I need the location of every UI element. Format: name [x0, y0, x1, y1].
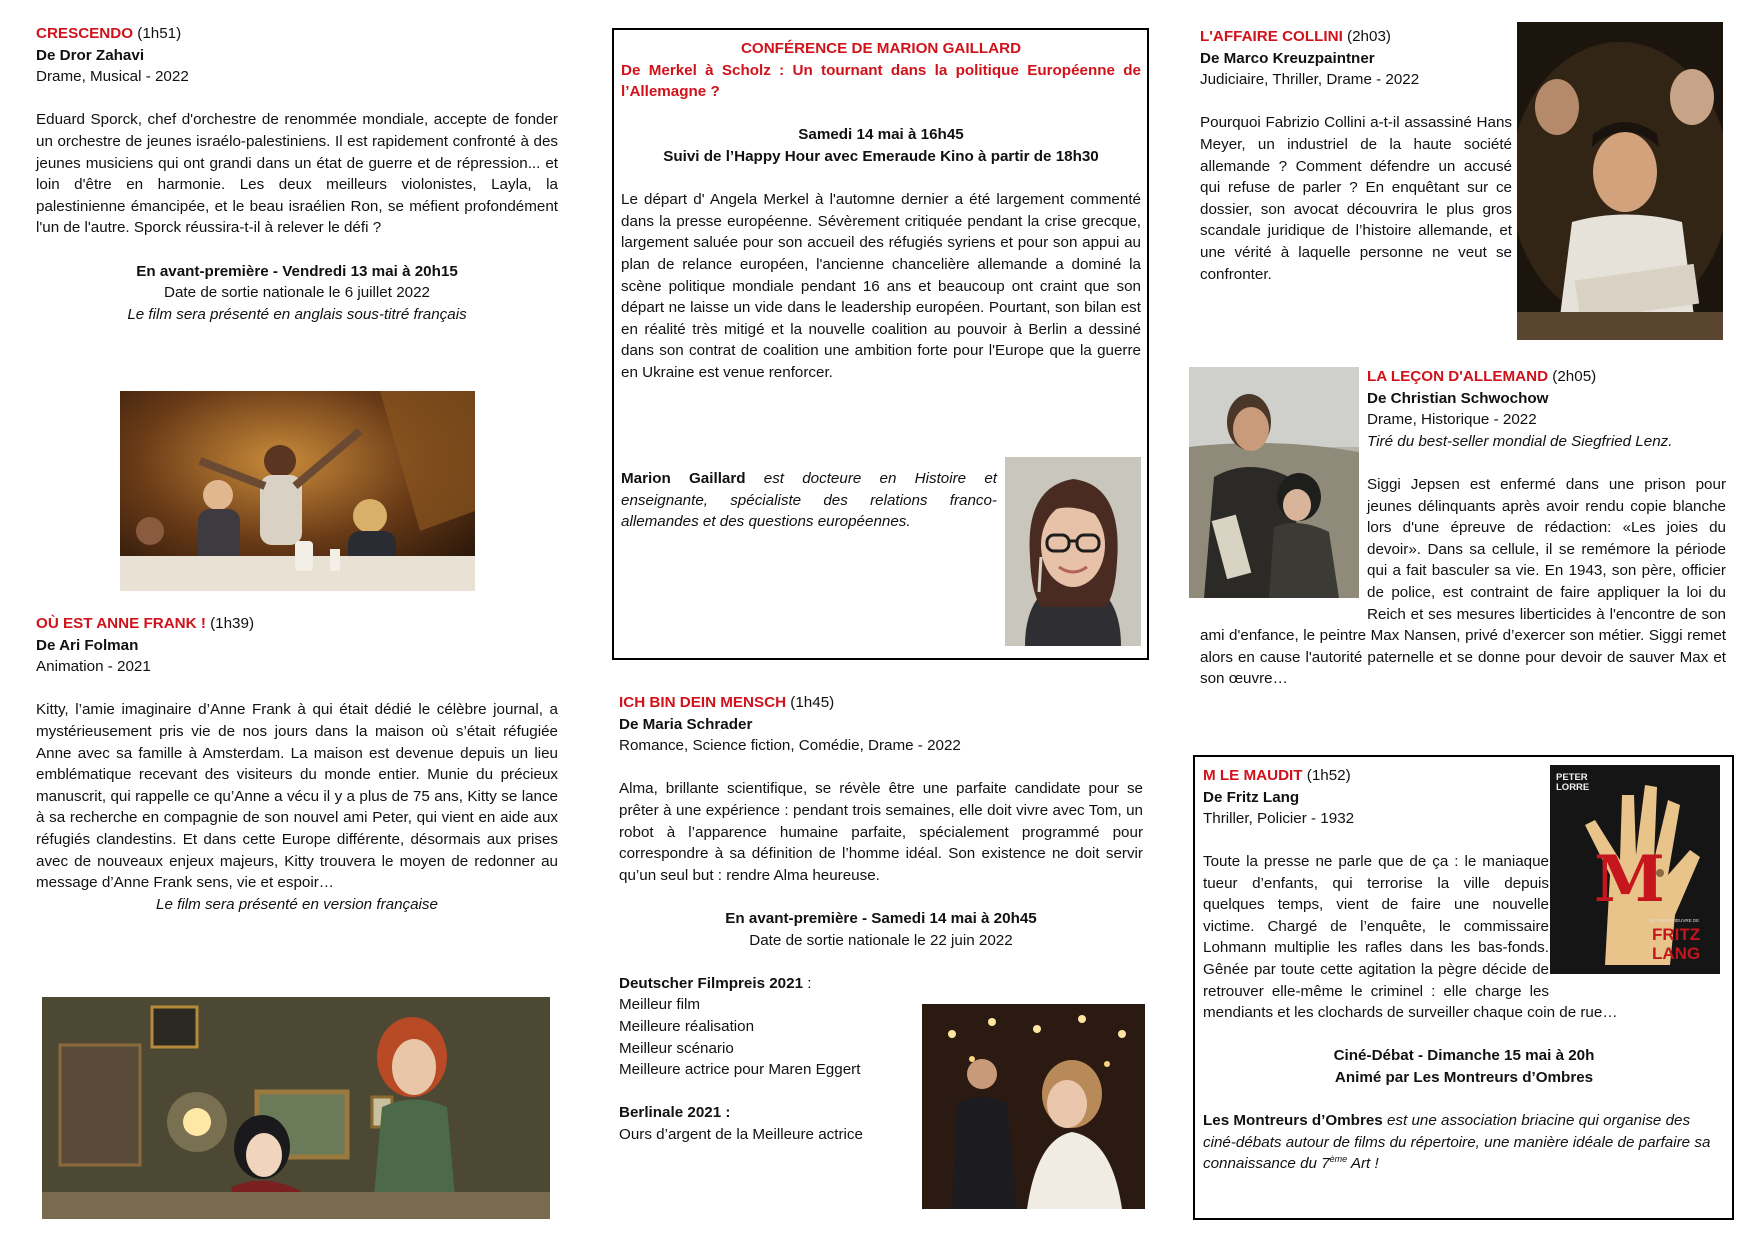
mensch-duration: (1h45) — [786, 694, 835, 711]
lecon-synopsis-wrap — [1200, 474, 1726, 690]
speaker-name: Marion Gaillard — [621, 470, 746, 487]
crescendo-release: Date de sortie nationale le 6 juillet 2022 — [164, 284, 430, 302]
org-name: Les Montreurs d’Ombres — [1203, 1112, 1383, 1130]
lecon-title: LA LEÇON D'ALLEMAND — [1367, 368, 1549, 385]
anne-frank-title: OÙ EST ANNE FRANK ! — [36, 615, 206, 632]
collini-still-illustration — [1517, 22, 1723, 340]
crescendo-director: De Dror Zahavi — [36, 46, 145, 64]
conference-date: Samedi 14 mai à 16h45 — [798, 126, 964, 144]
conference-title: CONFÉRENCE DE MARION GAILLARD — [740, 40, 1022, 57]
maudit-host: Animé par Les Montreurs d’Ombres — [1334, 1068, 1594, 1086]
org-text: est une association briacine qui organise des ciné-débats autour de films du répertoire, une manière idéale de parfaire sa connaissance du 7 — [1203, 1112, 1711, 1173]
lecon-tagline: Tiré du best-seller mondial de Siegfried Lenz. — [1367, 432, 1673, 450]
crescendo-genre: Drame, Musical - 2022 — [36, 68, 189, 86]
maudit-synopsis: Toute la presse ne parle que de ça : le maniaque tueur d’enfants, qui terrorise la ville depuis quelques temps, vient de faire une nouvelle victime. Chargé de l’enquête, le commissaire Lohmann multiplie les rafles dans les bas-fonds. Gênée par toute cette agitation la pègre décide de retrouver elle-même le criminel : elle charge les mendiants et les clochards de surveiller chaque coin de rue… — [1203, 853, 1618, 1022]
crescendo-still-image — [120, 391, 475, 591]
poster-subtitle: LE CHEF-D'ŒUVRE DE — [1650, 918, 1700, 923]
anne-frank-synopsis: Kitty, l’amie imaginaire d’Anne Frank à qui était dédié le célèbre journal, a mystérieusement pris vie de nos jours dans la maison où s’était réfugiée Anne avec sa famille à Amsterdam. La maison est devenue depuis un lieu emblématique recevant des visiteurs du monde entier. Munie du précieux manuscrit, qui rappelle ce qu’Anne a vécu il y a plus de 75 ans, Kitty se lance à sa recherche en compagnie de son nouvel ami Peter, qui vient en aide aux réfugiés clandestins. Et dans cette Europe différente, désormais aux prises avec de nouveaux enjeux majeurs, Kitty trouvera le moyen de redonner au message d’Anne Frank sens, vie et espoir… — [36, 701, 558, 892]
mensch-still-illustration — [922, 1004, 1145, 1209]
speaker-portrait-image — [1005, 457, 1141, 646]
maudit-event: Ciné-Débat - Dimanche 15 mai à 20h — [1333, 1047, 1595, 1065]
collini-duration: (2h03) — [1342, 28, 1391, 45]
maudit-duration: (1h52) — [1302, 767, 1351, 784]
collini-director: De Marco Kreuzpaintner — [1200, 49, 1375, 67]
award-item: Meilleure réalisation — [619, 1017, 755, 1035]
crescendo-still-illustration — [120, 391, 475, 591]
org-end: Art ! — [1347, 1155, 1379, 1173]
mensch-genre: Romance, Science fiction, Comédie, Drame - 2022 — [619, 737, 961, 755]
collini-synopsis: Pourquoi Fabrizio Collini a-t-il assassiné Hans Meyer, un industriel de la haute société allemande ? Comment défendre un accusé qui refuse de parler ? En enquêtant sur ce dossier, son avocat découvrira le plus gros scandale juridique de l’histoire allemande, et une vérité à laquelle personne ne veut se confronter. — [1200, 114, 1512, 283]
speaker-bio-text: est docteure en Histoire et enseignante, spécialiste des relations franco-allemandes et des questions européennes. — [621, 470, 997, 531]
maudit-org — [1203, 1110, 1725, 1175]
anne-frank-duration: (1h39) — [205, 615, 254, 632]
crescendo-duration: (1h51) — [133, 25, 182, 42]
lecon-header — [1367, 366, 1727, 452]
poster-lang: LANG — [1652, 944, 1701, 963]
poster-fritz: FRITZ — [1652, 925, 1701, 944]
maudit-title: M LE MAUDIT — [1203, 767, 1303, 784]
anne-frank-section — [36, 613, 558, 915]
mensch-title: ICH BIN DEIN MENSCH — [619, 694, 787, 711]
mensch-release: Date de sortie nationale le 22 juin 2022 — [749, 931, 1013, 949]
collini-genre: Judiciaire, Thriller, Drame - 2022 — [1200, 71, 1420, 89]
anne-frank-still-image — [42, 997, 550, 1219]
award-item: Meilleur scénario — [619, 1039, 734, 1057]
award-item: Ours d’argent de la Meilleure actrice — [619, 1125, 863, 1143]
collini-title: L'AFFAIRE COLLINI — [1200, 28, 1343, 45]
crescendo-section — [36, 23, 558, 325]
mensch-director: De Maria Schrader — [619, 715, 753, 733]
conference-followup: Suivi de l’Happy Hour avec Emeraude Kino à partir de 18h30 — [663, 147, 1099, 165]
crescendo-synopsis: Eduard Sporck, chef d'orchestre de renommée mondiale, accepte de fonder un orchestre de jeunes israélo-palestiniens. Il est rapidement confronté à des jeunes musiciens qui ont grandi dans un état de guerre et de répression... et loin d'être en harmonie. Les deux meilleurs violonistes, Layla, la palestinienne émancipée, et le beau israélien Ron, se méfient profondément l'un de l'autre. Sporck réussira-t-il à relever le défi ? — [36, 111, 558, 237]
maudit-header — [1203, 765, 1548, 830]
poster-actor: PETER LORRE — [1556, 772, 1590, 793]
awards1-colon: : — [803, 974, 812, 992]
mensch-screening: En avant-première - Samedi 14 mai à 20h45 — [725, 909, 1037, 927]
poster-letter: M — [1594, 842, 1665, 917]
award-item: Meilleure actrice pour Maren Eggert — [619, 1061, 861, 1079]
lecon-duration: (2h05) — [1548, 368, 1597, 385]
awards2-title: Berlinale 2021 : — [619, 1104, 731, 1122]
maudit-director: De Fritz Lang — [1203, 788, 1300, 806]
conference-section — [621, 38, 1141, 384]
anne-frank-director: De Ari Folman — [36, 636, 139, 654]
mensch-still-image — [922, 1004, 1145, 1209]
collini-section — [1200, 26, 1512, 285]
anne-frank-genre: Animation - 2021 — [36, 658, 151, 676]
crescendo-note: Le film sera présenté en anglais sous-titré français — [127, 305, 467, 323]
lecon-director: De Christian Schwochow — [1367, 389, 1549, 407]
conference-speaker-bio — [621, 468, 997, 533]
conference-text: Le départ d' Angela Merkel à l'automne dernier a été largement commenté dans la presse européenne. Sévèrement critiquée pendant la crise grecque, largement saluée pour son accueil des réfugiés syriens et pour son appui au plan de relance européen, l'ancienne chancelière allemande a dominé la scène politique mondiale pendant 16 ans et beaucoup ont craint que son départ ne laisse un vide dans le leadership européen. Pourtant, son bilan est en réalité très mitigé et la nouvelle coalition au pouvoir à Berlin a dessiné dans son contrat de coalition une ambition forte pour l'Europe que la guerre en Ukraine est venue renforcer. — [621, 191, 1141, 381]
speaker-portrait-illustration — [1005, 457, 1141, 646]
anne-frank-still-illustration — [42, 997, 550, 1219]
conference-subtitle: De Merkel à Scholz : Un tournant dans la politique Européenne de l’Allemagne ? — [621, 61, 1141, 101]
mensch-synopsis: Alma, brillante scientifique, se révèle être une parfaite candidate pour se prêter à une expérience : pendant trois semaines, elle doit vivre avec Tom, un robot à l’apparence humaine parfaite, spécialement programmé pour correspondre à sa définition de l’homme idéal. Son existence ne doit servir qu’un seul but : rendre Alma heureuse. — [619, 780, 1143, 884]
anne-frank-note: Le film sera présenté en version française — [156, 895, 438, 913]
lecon-genre: Drame, Historique - 2022 — [1367, 411, 1537, 429]
collini-still-image — [1517, 22, 1723, 340]
crescendo-screening: En avant-première - Vendredi 13 mai à 20h15 — [136, 262, 458, 280]
awards1-title: Deutscher Filmpreis 2021 — [619, 974, 804, 992]
org-sup: ème — [1329, 1154, 1348, 1165]
award-item: Meilleur film — [619, 996, 701, 1014]
maudit-body — [1203, 851, 1725, 1175]
maudit-genre: Thriller, Policier - 1932 — [1203, 810, 1355, 828]
crescendo-title: CRESCENDO — [36, 25, 134, 42]
lecon-synopsis: Siggi Jepsen est enfermé dans une prison pour jeunes délinquants après avoir rendu copie blanche lors d'une épreuve de rédaction: «Les joies du devoir». Dans sa cellule, il se remémore la période qui a fait basculer sa vie. En 1943, son père, officier de police, est contraint de faire appliquer la loi du Reich et ses mesures liberticides à l'encontre de son ami d'enfance, le peintre Max Nansen, privé d’exercer son métier. Siggi remet alors en cause l'autorité paternelle et se donne pour devoir de sauver Max et son œuvre… — [1200, 476, 1726, 688]
